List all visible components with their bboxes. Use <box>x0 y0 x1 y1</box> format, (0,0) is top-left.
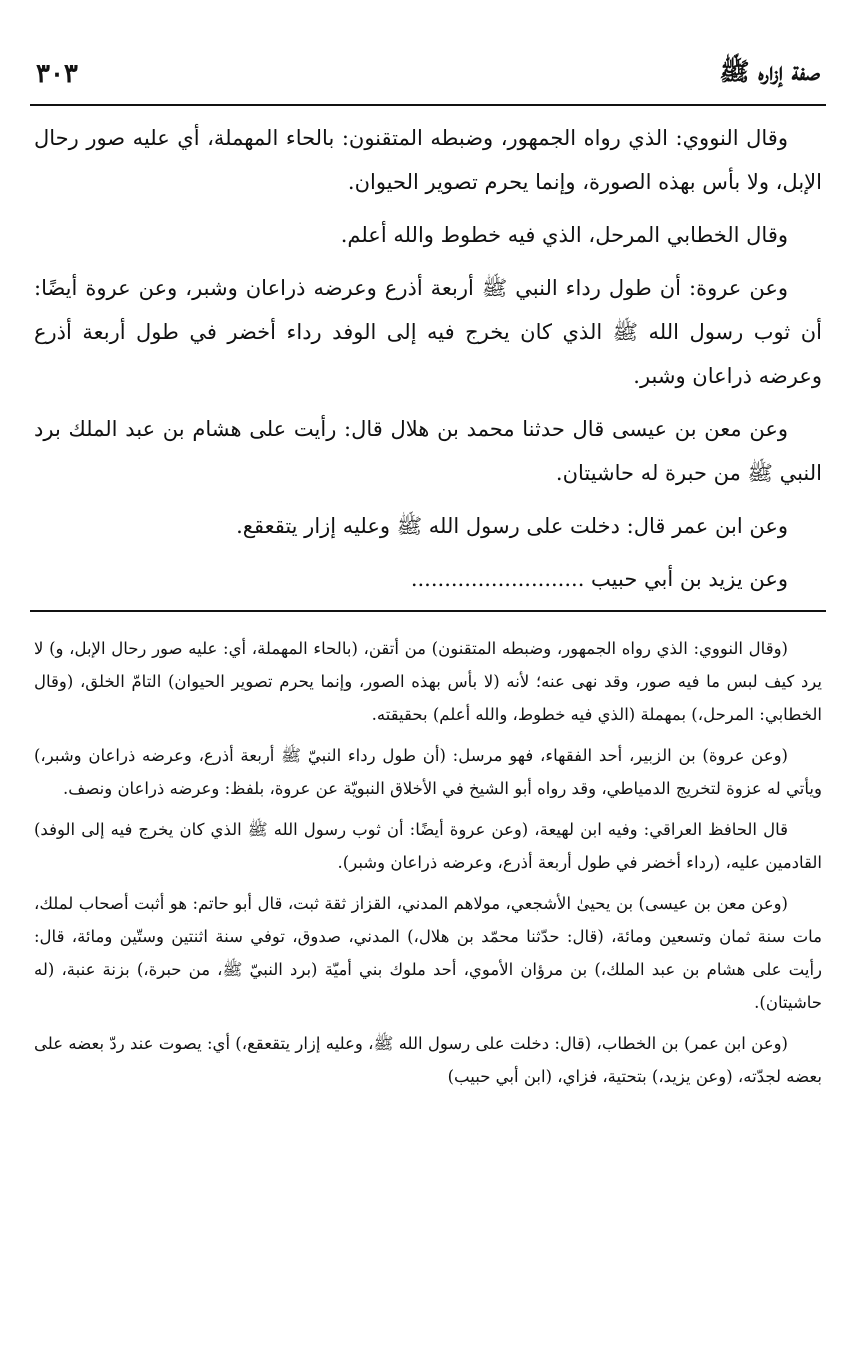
page-header <box>30 52 826 106</box>
main-text <box>30 106 826 601</box>
page-number: ٣٠٣ <box>36 59 78 89</box>
commentary-paragraph: قال الحافظ العراقي: وفيه ابن لهيعة، (وعن عروة أيضًا: أن ثوب رسول الله ﷺ الذي كان يخرج فيه إلى الوفد) القادمين عليه، (رداء أخضر في طول أربعة أذرع، وعرضه ذراعان وشبر). <box>34 820 822 872</box>
commentary-paragraph: (وعن معن بن عيسى) بن يحيىٰ الأشجعي، مولاهم المدني، القزاز ثقة ثبت، قال أبو حاتم: هو أثبت أصحاب لملك، مات سنة ثمان وتسعين ومائة، (قال: حدّثنا محمّد بن هلال،) المدني، صدوق، توفي سنة اثنتين وستّين ومائة، قال: رأيت على هشام بن عبد الملك،) بن مرؤان الأموي، أحد ملوك بني أميّة (برد النبيّ ﷺ، من حبرة،) بزنة عنبة، (له حاشيتان). <box>34 894 822 1012</box>
main-paragraph: وعن يزيد بن أبي حبيب .......................... <box>410 567 788 591</box>
main-paragraph: وقال الخطابي المرحل، الذي فيه خطوط والله أعلم. <box>340 223 788 247</box>
main-paragraph: وعن عروة: أن طول رداء النبي ﷺ أربعة أذرع وعرضه ذراعان وشبر، وعن عروة أيضًا: أن ثوب رسول الله ﷺ الذي كان يخرج فيه إلى الوفد رداء أخضر في طول أربعة أذرع وعرضه ذراعان وشبر. <box>34 276 822 388</box>
commentary-paragraph: (وعن عروة) بن الزبير، أحد الفقهاء، فهو مرسل: (أن طول رداء النبيّ ﷺ أربعة أذرع، وعرضه ذراعان وشبر،) ويأتي له عزوة لتخريج الدمياطي، وقد رواه أبو الشيخ في الأخلاق النبويّة عن عروة، بلفظ: وعرضه ذراعان ونصف. <box>34 746 822 798</box>
footnote-divider <box>30 610 826 612</box>
commentary-paragraph: (وقال النووي: الذي رواه الجمهور، وضبطه المتقنون) من أتقن، (بالحاء المهملة، أي: عليه صور رحال الإبل، و) لا يرد كيف لبس ما فيه صور، وقد نهى عنه؛ لأنه (لا بأس بهذه الصور، وإنما يحرم تصوير الحيوان) التامّ الخلق، (وقال الخطابي: المرحل،) بمهملة (الذي فيه خطوط، والله أعلم) بحقيقته. <box>34 639 822 724</box>
running-title: صفة إزاره ﷺ <box>719 56 820 86</box>
commentary <box>30 632 826 1093</box>
main-paragraph: وعن معن بن عيسى قال حدثنا محمد بن هلال قال: رأيت على هشام بن عبد الملك برد النبي ﷺ من حبرة له حاشيتان. <box>34 417 822 485</box>
main-paragraph: وقال النووي: الذي رواه الجمهور، وضبطه المتقنون: بالحاء المهملة، أي عليه صور رحال الإبل، ولا بأس بهذه الصورة، وإنما يحرم تصوير الحيوان. <box>34 126 822 194</box>
main-paragraph: وعن ابن عمر قال: دخلت على رسول الله ﷺ وعليه إزار يتقعقع. <box>236 514 788 538</box>
commentary-paragraph: (وعن ابن عمر) بن الخطاب، (قال: دخلت على رسول الله ﷺ، وعليه إزار يتقعقع،) أي: يصوت عند ردّ بعضه على بعضه لجدّته، (وعن يزيد،) بتحتية، فزاي، (ابن أبي حبيب) <box>34 1034 822 1086</box>
